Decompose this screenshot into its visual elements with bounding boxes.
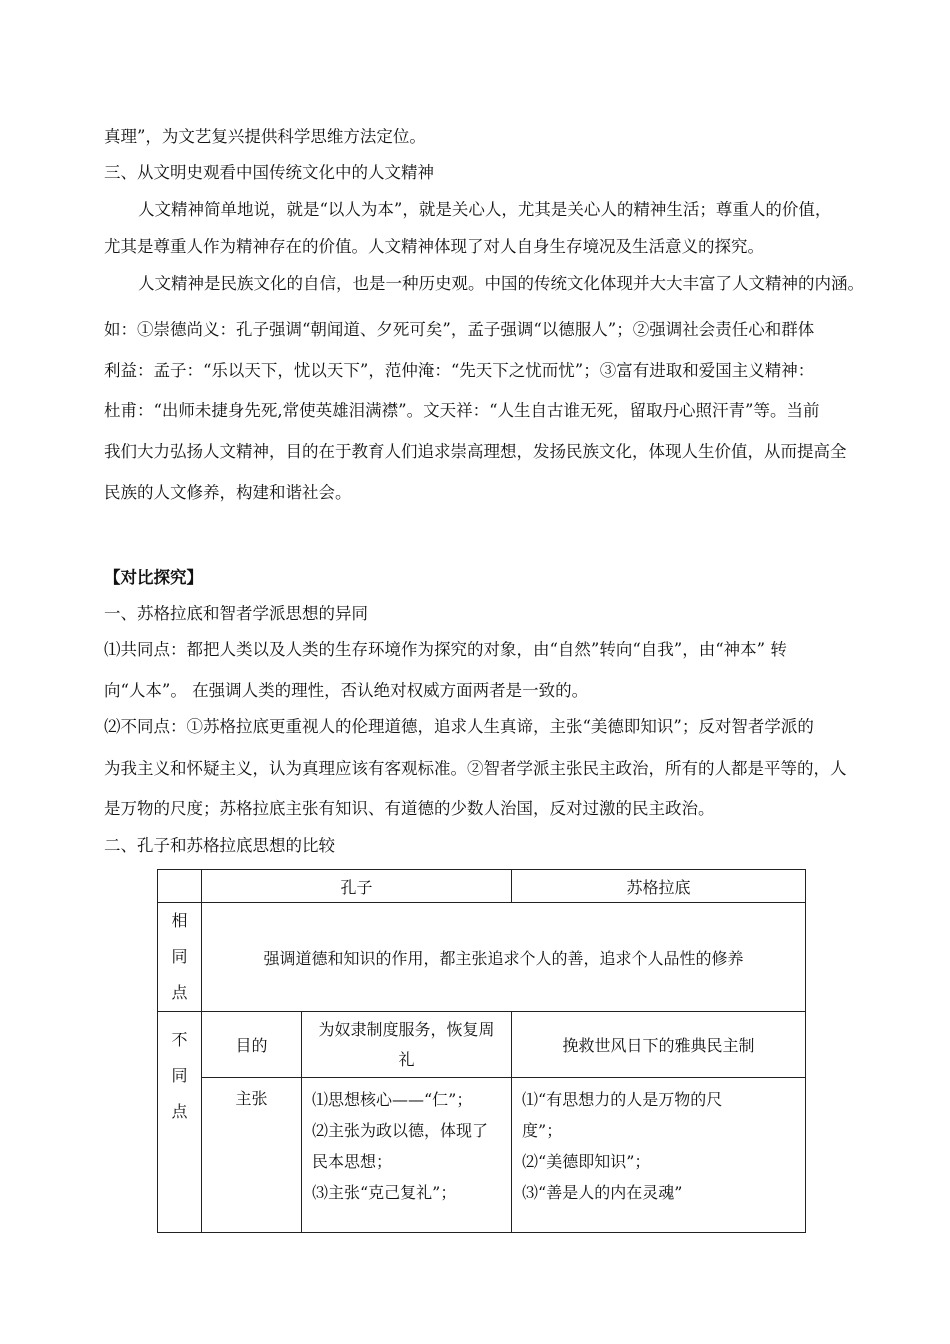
section3-p2-line: 人文精神是民族文化的自信，也是一种历史观。中国的传统文化体现并大大丰富了人文精神的内涵。 — [138, 274, 864, 293]
compare-item1-diff-line: ⑵不同点：①苏格拉底更重视人的伦理道德，追求人生真谛，主张“美德即知识”；反对智者学派的 — [104, 717, 814, 736]
purpose-confucius-line: 为奴隶制度服务，恢复周 — [318, 1019, 495, 1039]
purpose-confucius-cell — [302, 1012, 512, 1078]
table-corner-cell — [158, 870, 202, 903]
section3-heading: 三、从文明史观看中国传统文化中的人文精神 — [104, 163, 434, 182]
compare-item1-diff-line: 是万物的尺度；苏格拉底主张有知识、有道德的少数人治国，反对过激的民主政治。 — [104, 799, 715, 818]
compare-item2-title: 二、孔子和苏格拉底思想的比较 — [104, 836, 335, 855]
compare-item1-common-line: 向“人本”。 在强调人类的理性，否认绝对权威方面两者是一致的。 — [104, 681, 589, 700]
comparison-table — [157, 869, 806, 1233]
purpose-label-cell: 目的 — [202, 1012, 302, 1078]
purpose-confucius-line: 礼 — [398, 1049, 415, 1069]
diff-label-char: 点 — [171, 1102, 188, 1121]
diff-label-char: 不 — [171, 1030, 188, 1049]
compare-heading: 【对比探究】 — [104, 568, 203, 587]
compare-item1-diff-line: 为我主义和怀疑主义，认为真理应该有客观标准。②智者学派主张民主政治，所有的人都是平等的，人 — [104, 759, 847, 778]
claim-confucius-cell — [302, 1078, 512, 1233]
compare-item1-common-line: ⑴共同点：都把人类以及人类的生存环境作为探究的对象，由“自然”转向“自我”，由“神本” 转 — [104, 640, 787, 659]
header-confucius: 孔子 — [202, 870, 512, 903]
claim-confucius-line: ⑶主张“克己复礼”； — [312, 1183, 457, 1202]
same-label-char: 点 — [171, 983, 188, 1002]
diff-label-char: 同 — [171, 1066, 188, 1085]
section3-p2-line: 如：①崇德尚义：孔子强调“朝闻道、夕死可矣”，孟子强调“以德服人”；②强调社会责任心和群体 — [104, 320, 815, 339]
compare-item1-title: 一、苏格拉底和智者学派思想的异同 — [104, 604, 368, 623]
same-text-cell: 强调道德和知识的作用，都主张追求个人的善，追求个人品性的修养 — [202, 903, 806, 1012]
purpose-socrates-cell: 挽救世风日下的雅典民主制 — [512, 1012, 806, 1078]
section3-p2-line: 我们大力弘扬人文精神，目的在于教育人们追求崇高理想，发扬民族文化，体现人生价值，从而提高全 — [104, 442, 847, 461]
claim-label-cell: 主张 — [202, 1078, 302, 1233]
table-row-purpose — [158, 1012, 806, 1078]
claim-confucius-line: ⑵主张为政以德，体现了 — [312, 1121, 489, 1140]
claim-confucius-line: 民本思想； — [312, 1152, 393, 1171]
table-row-header — [158, 870, 806, 903]
claim-socrates-line: ⑵“美德即知识”； — [522, 1152, 651, 1171]
section3-p2-line: 杜甫：“出师未捷身先死,常使英雄泪满襟”。文天祥：“人生自古谁无死，留取丹心照汗青”等。当前 — [104, 401, 820, 420]
claim-socrates-line: 度”； — [522, 1121, 563, 1140]
table-row-claim — [158, 1078, 806, 1233]
same-label-char: 相 — [171, 911, 188, 930]
section3-p2-line: 民族的人文修养，构建和谐社会。 — [104, 483, 352, 502]
table-row-same — [158, 903, 806, 1012]
claim-socrates-cell — [512, 1078, 806, 1233]
paragraph-tail: 真理”，为文艺复兴提供科学思维方法定位。 — [104, 127, 426, 146]
claim-confucius-line: ⑴思想核心——“仁”； — [312, 1090, 473, 1109]
claim-socrates-line: ⑴“有思想力的人是万物的尺 — [522, 1090, 723, 1109]
same-label-cell — [158, 903, 202, 1012]
diff-label-cell — [158, 1012, 202, 1233]
section3-p1-line: 尤其是尊重人作为精神存在的价值。人文精神体现了对人自身生存境况及生活意义的探究。 — [104, 237, 764, 256]
section3-p1-line: 人文精神简单地说，就是“以人为本”，就是关心人，尤其是关心人的精神生活；尊重人的价值， — [138, 200, 832, 219]
header-socrates: 苏格拉底 — [512, 870, 806, 903]
same-label-char: 同 — [171, 947, 188, 966]
claim-socrates-line: ⑶“善是人的内在灵魂” — [522, 1183, 683, 1202]
section3-p2-line: 利益：孟子：“乐以天下，忧以天下”，范仲淹：“先天下之忧而忧”；③富有进取和爱国主义精神： — [104, 361, 815, 380]
